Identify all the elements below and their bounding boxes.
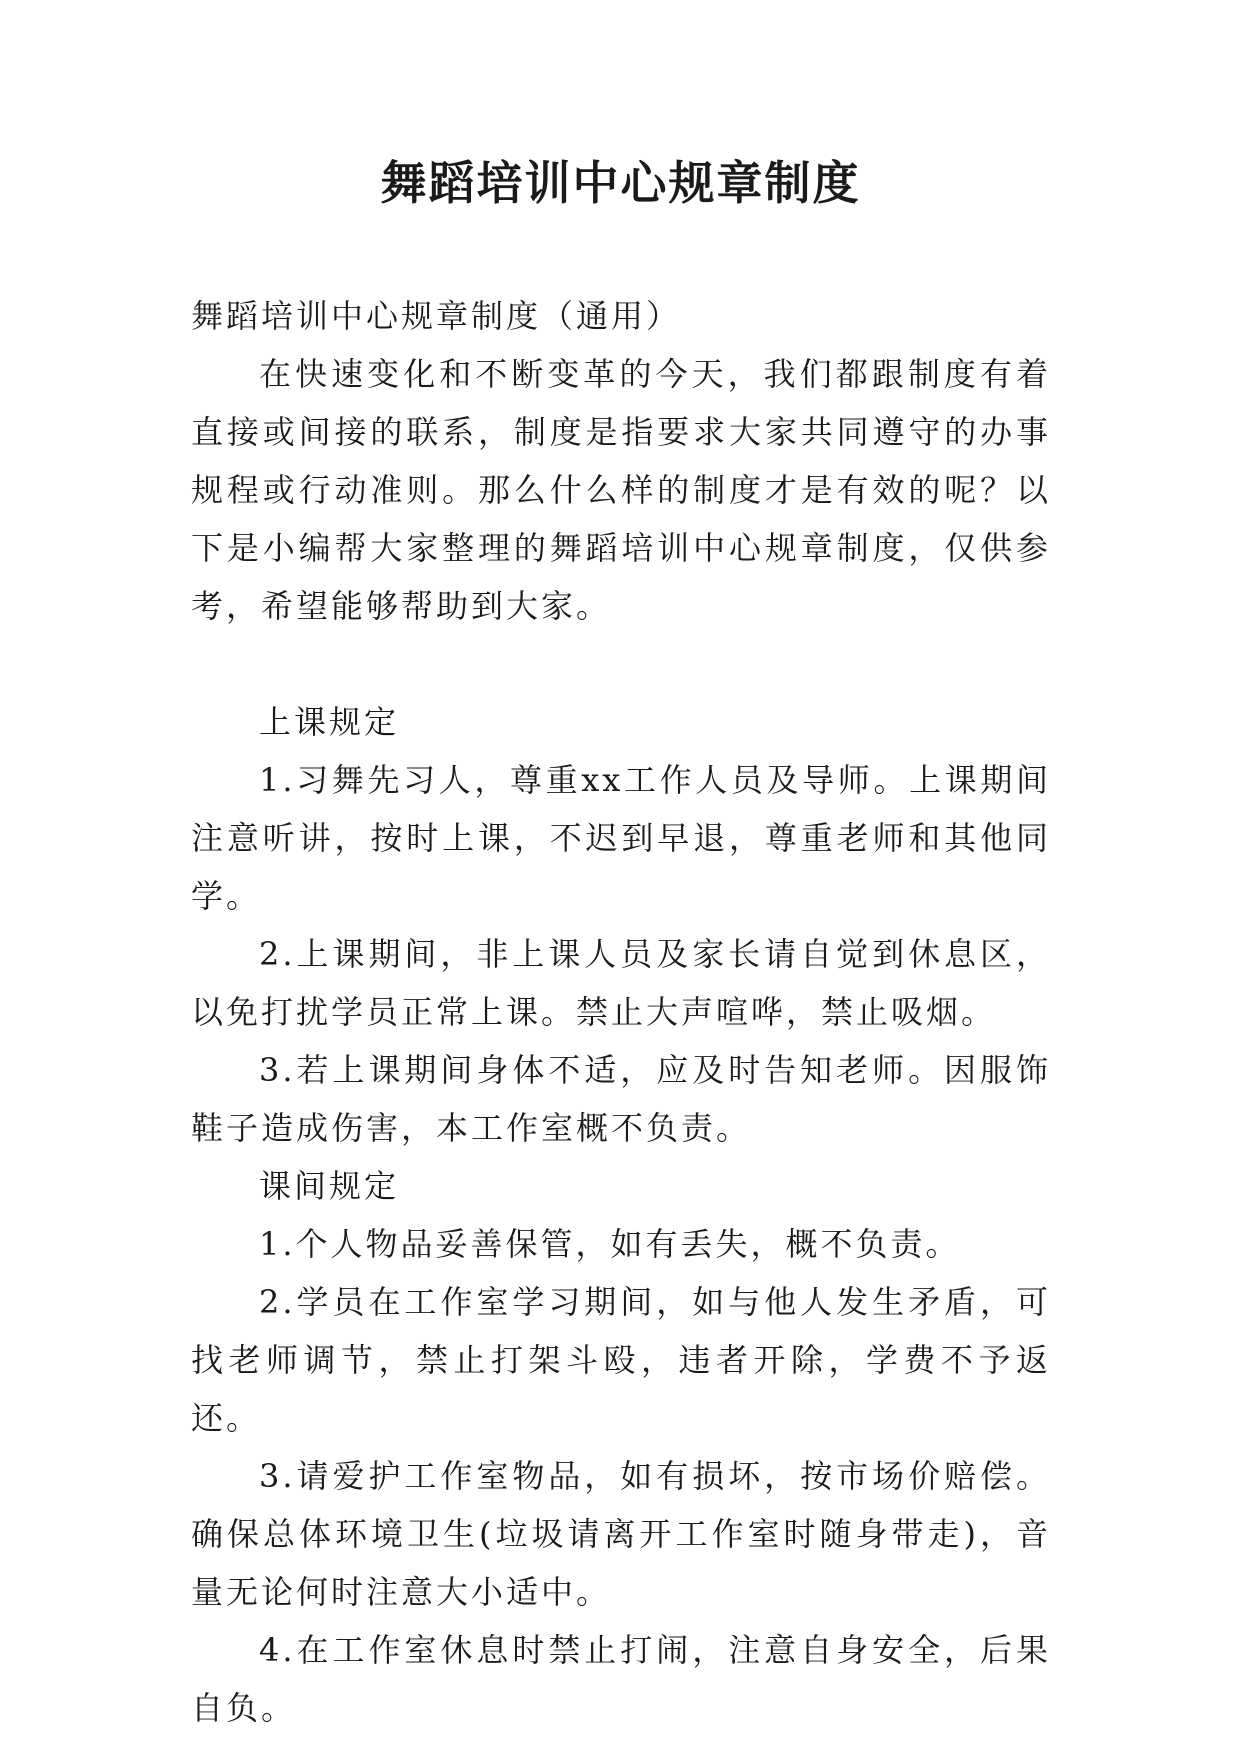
break-rule-item: 4.在工作室休息时禁止打闹，注意自身安全，后果自负。: [191, 1631, 1051, 1727]
section-heading-class-rules: 上课规定: [259, 703, 400, 741]
document-subtitle: 舞蹈培训中心规章制度（通用）: [191, 297, 682, 335]
document-body: [191, 287, 1051, 1737]
break-rule-item: 2.学员在工作室学习期间，如与他人发生矛盾，可找老师调节，禁止打架斗殴，违者开除，学费不予返还。: [191, 1283, 1051, 1437]
class-rule-item: 1.习舞先习人，尊重xx工作人员及导师。上课期间注意听讲，按时上课，不迟到早退，尊重老师和其他同学。: [191, 761, 1051, 915]
break-rule-item: 1.个人物品妥善保管，如有丢失，概不负责。: [259, 1225, 961, 1263]
page-title: 舞蹈培训中心规章制度: [380, 156, 861, 210]
section-heading-break-rules: 课间规定: [259, 1167, 400, 1205]
section-spacer: [191, 635, 1051, 693]
class-rule-item: 3.若上课期间身体不适，应及时告知老师。因服饰鞋子造成伤害，本工作室概不负责。: [191, 1051, 1051, 1147]
class-rule-item: 2.上课期间，非上课人员及家长请自觉到休息区，以免打扰学员正常上课。禁止大声喧哗，禁止吸烟。: [191, 935, 1051, 1031]
intro-paragraph: 在快速变化和不断变革的今天，我们都跟制度有着直接或间接的联系，制度是指要求大家共同遵守的办事规程或行动准则。那么什么样的制度才是有效的呢？以下是小编帮大家整理的舞蹈培训中心规章制度，仅供参考，希望能够帮助到大家。: [191, 355, 1051, 625]
break-rule-item: 3.请爱护工作室物品，如有损坏，按市场价赔偿。确保总体环境卫生(垃圾请离开工作室时随身带走)，音量无论何时注意大小适中。: [191, 1457, 1051, 1611]
